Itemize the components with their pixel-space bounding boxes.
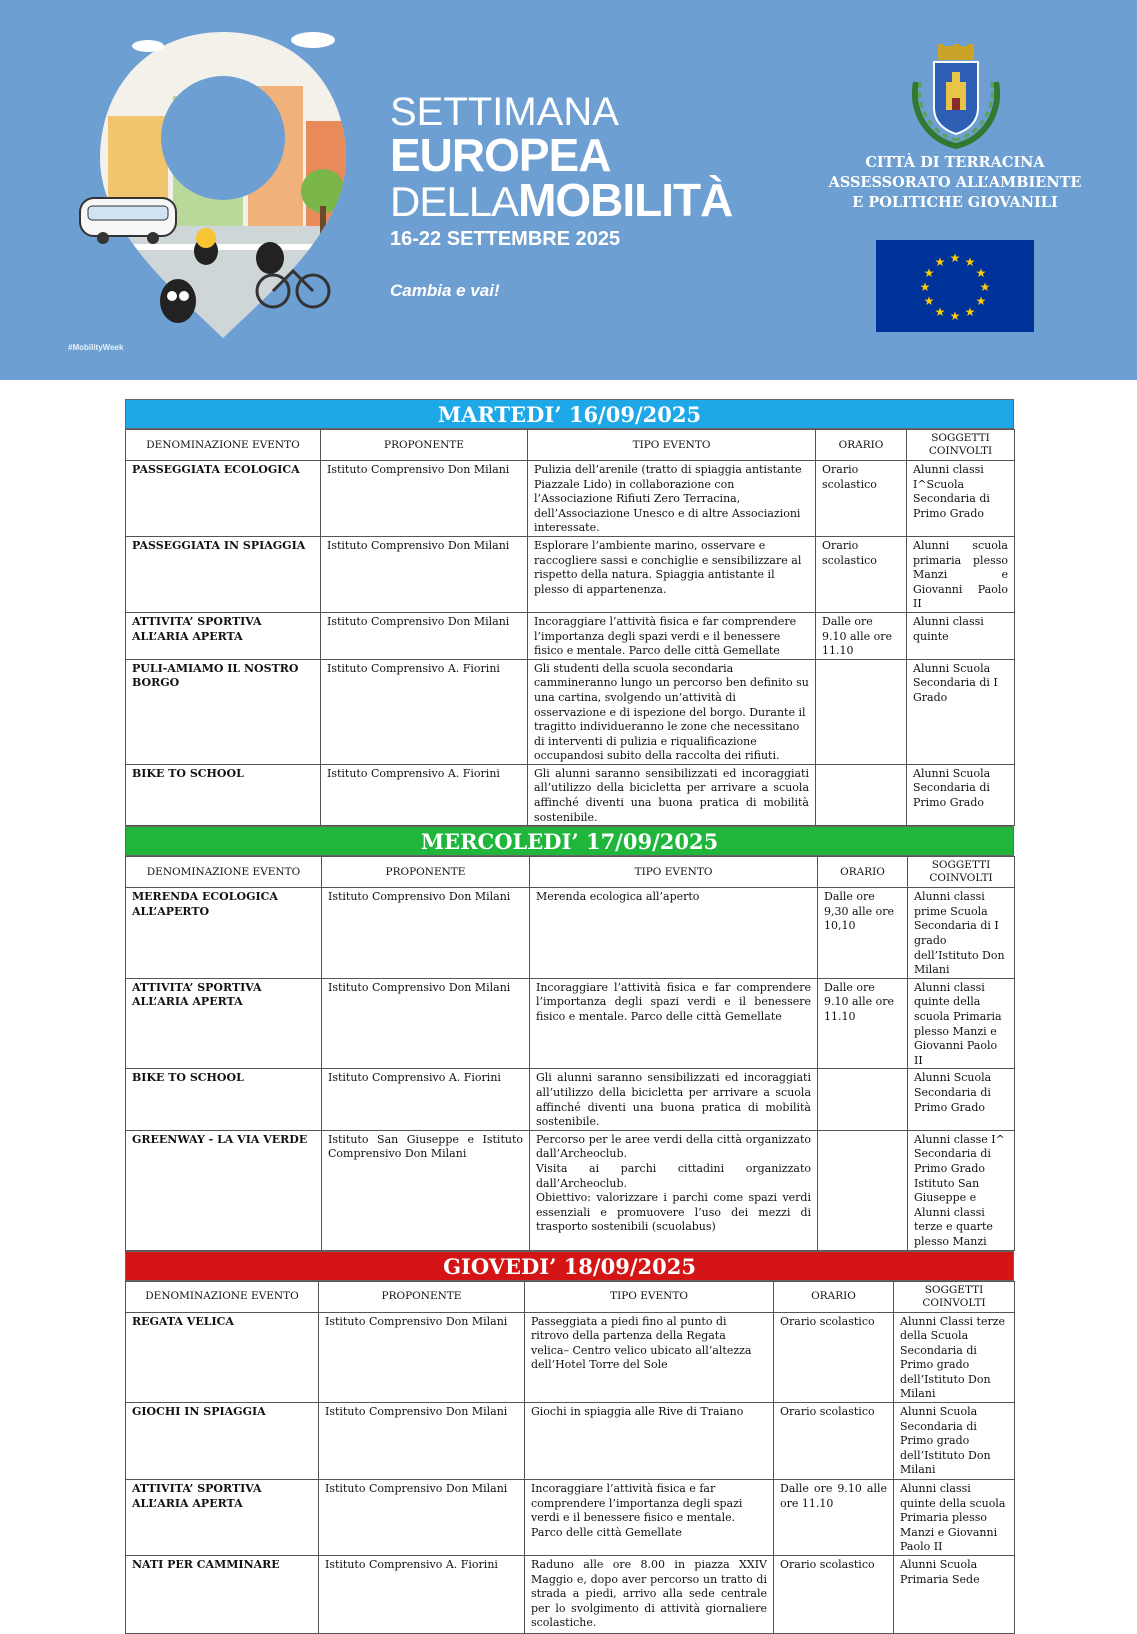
event-subjects: Alunni Scuola Secondaria di Primo Grado (908, 1069, 1015, 1130)
municipality-block (820, 153, 1090, 213)
event-proposer: Istituto Comprensivo A. Fiorini (322, 1069, 530, 1130)
title-line-3a: DELLA (390, 178, 518, 225)
event-type-line: Obiettivo: valorizzare i parchi come spazi verdi essenziali e promuovere l’uso dei mezzi di trasporto sostenibili (scuolabus) (536, 1191, 811, 1235)
table-row (126, 536, 1015, 612)
event-proposer: Istituto Comprensivo Don Milani (322, 888, 530, 979)
svg-text:★: ★ (935, 305, 946, 319)
event-subjects: Alunni classe I^ Secondaria di Primo Grado Istituto San Giuseppe e Alunni classi terze e quarte plesso Manzi (908, 1130, 1015, 1250)
col-header-subjects: SOGGETTI COINVOLTI (907, 430, 1015, 461)
event-type: Pulizia dell’arenile (tratto di spiaggia antistante Piazzale Lido) in collaborazione con l’Associazione Rifiuti Zero Terracina, dell’Associazione Unesco e di altre Associazioni interessate. (528, 461, 816, 537)
mobility-week-pin-illustration (78, 26, 368, 346)
svg-text:★: ★ (976, 266, 987, 280)
event-time: Orario scolastico (816, 461, 907, 537)
table-header-row (126, 857, 1015, 888)
table-row (126, 764, 1015, 825)
col-header-time: ORARIO (818, 857, 908, 888)
col-header-time: ORARIO (774, 1281, 894, 1312)
table-row (126, 1312, 1015, 1403)
event-time (818, 1069, 908, 1130)
svg-text:★: ★ (976, 294, 987, 308)
title-line-3b: MOBILITÀ (518, 174, 732, 226)
col-header-time: ORARIO (816, 430, 907, 461)
event-subjects: Alunni Scuola Secondaria di Primo grado dell’Istituto Don Milani (894, 1403, 1015, 1480)
svg-text:★: ★ (924, 266, 935, 280)
slogan: Cambia e vai! (390, 281, 732, 301)
event-name: MERENDA ECOLOGICA ALL’APERTO (126, 888, 322, 979)
event-name: ATTIVITA’ SPORTIVA ALL’ARIA APERTA (126, 612, 321, 659)
col-header-subjects: SOGGETTI COINVOLTI (894, 1281, 1015, 1312)
col-header-name: DENOMINAZIONE EVENTO (126, 430, 321, 461)
schedule-sheet (125, 399, 1014, 1634)
event-subjects: Alunni scuola primaria plesso Manzi e Giovanni Paolo II (907, 536, 1015, 612)
event-type-line: Percorso per le aree verdi della città organizzato dall’Archeoclub. (536, 1133, 811, 1162)
title-line-2: EUROPEA (390, 132, 732, 178)
event-proposer: Istituto Comprensivo A. Fiorini (321, 764, 528, 825)
event-subjects: Alunni classi quinte della scuola Primaria plesso Manzi e Giovanni Paolo II (894, 1480, 1015, 1556)
day-header-wednesday: MERCOLEDI’ 17/09/2025 (125, 826, 1014, 856)
event-subjects: Alunni classi prime Scuola Secondaria di I grado dell’Istituto Don Milani (908, 888, 1015, 979)
event-time (816, 764, 907, 825)
table-row (126, 978, 1015, 1069)
event-time: Dalle ore 9.10 alle ore 11.10 (816, 612, 907, 659)
table-header-row (126, 430, 1015, 461)
event-type: Incoraggiare l’attività fisica e far comprendere l’importanza degli spazi verdi e il benessere fisico e mentale. Parco delle città Gemellate (528, 612, 816, 659)
col-header-type: TIPO EVENTO (530, 857, 818, 888)
event-name: PASSEGGIATA ECOLOGICA (126, 461, 321, 537)
event-time (818, 1130, 908, 1250)
event-name: BIKE TO SCHOOL (126, 1069, 322, 1130)
event-name: ATTIVITA’ SPORTIVA ALL’ARIA APERTA (126, 1480, 319, 1556)
event-subjects: Alunni Scuola Primaria Sede (894, 1556, 1015, 1634)
event-name: GREENWAY - LA VIA VERDE (126, 1130, 322, 1250)
title-line-1: SETTIMANA (390, 92, 732, 132)
event-type-line: Visita ai parchi cittadini organizzato dall’Archeoclub. (536, 1162, 811, 1191)
svg-text:★: ★ (950, 309, 961, 323)
col-header-type: TIPO EVENTO (528, 430, 816, 461)
event-type: Incoraggiare l’attività fisica e far comprendere l’importanza degli spazi verdi e il benessere fisico e mentale. Parco delle città Gemellate (525, 1480, 774, 1556)
title-line-3 (390, 178, 732, 224)
col-header-name: DENOMINAZIONE EVENTO (126, 1281, 319, 1312)
event-time: Orario scolastico (774, 1403, 894, 1480)
table-row (126, 659, 1015, 764)
event-time: Dalle ore 9,30 alle ore 10,10 (818, 888, 908, 979)
city-line-2: ASSESSORATO ALL’AMBIENTE (820, 173, 1090, 193)
svg-text:★: ★ (935, 255, 946, 269)
event-name: PULI-AMIAMO IL NOSTRO BORGO (126, 659, 321, 764)
event-proposer: Istituto Comprensivo Don Milani (321, 536, 528, 612)
city-line-1: CITTÀ DI TERRACINA (820, 153, 1090, 173)
col-header-proposer: PROPONENTE (322, 857, 530, 888)
schedule-table-thursday (125, 1281, 1015, 1634)
event-time: Dalle ore 9.10 alle ore 11.10 (818, 978, 908, 1069)
svg-text:★: ★ (950, 251, 961, 265)
event-proposer: Istituto Comprensivo Don Milani (319, 1403, 525, 1480)
event-type: Passeggiata a piedi fino al punto di ritrovo della partenza della Regata velica– Centro velico ubicato all’altezza dell’Hotel Torre del Sole (525, 1312, 774, 1403)
event-type: Giochi in spiaggia alle Rive di Traiano (525, 1403, 774, 1480)
event-name: ATTIVITA’ SPORTIVA ALL’ARIA APERTA (126, 978, 322, 1069)
event-time: Orario scolastico (774, 1312, 894, 1403)
table-row (126, 1403, 1015, 1480)
day-header-tuesday: MARTEDI’ 16/09/2025 (125, 399, 1014, 429)
event-subjects: Alunni Scuola Secondaria di I Grado (907, 659, 1015, 764)
table-row (126, 461, 1015, 537)
eu-flag-icon (876, 240, 1034, 332)
event-subjects: Alunni classi quinte della scuola Primaria plesso Manzi e Giovanni Paolo II (908, 978, 1015, 1069)
event-proposer: Istituto Comprensivo Don Milani (321, 612, 528, 659)
city-line-3: E POLITICHE GIOVANILI (820, 193, 1090, 213)
event-title-block (390, 92, 732, 301)
event-proposer: Istituto Comprensivo Don Milani (319, 1480, 525, 1556)
event-subjects: Alunni Scuola Secondaria di Primo Grado (907, 764, 1015, 825)
schedule-table-wednesday (125, 856, 1015, 1250)
col-header-proposer: PROPONENTE (319, 1281, 525, 1312)
hashtag-label: #MobilityWeek (68, 343, 123, 352)
header-banner (0, 0, 1137, 380)
col-header-proposer: PROPONENTE (321, 430, 528, 461)
event-time: Dalle ore 9.10 alle ore 11.10 (774, 1480, 894, 1556)
event-proposer: Istituto Comprensivo A. Fiorini (319, 1556, 525, 1634)
event-type: Gli alunni saranno sensibilizzati ed incoraggiati all’utilizzo della bicicletta per arrivare a scuola affinché diventi una buona pratica di mobilità sostenibile. (530, 1069, 818, 1130)
event-type: Gli studenti della scuola secondaria cammineranno lungo un percorso ben definito su una cartina, svolgendo un’attività di osservazione e di ispezione del borgo. Durante il tragitto individueranno le zone che necessitano di interventi di pulizia e riqualificazione occupandosi subito della raccolta dei rifiuti. (528, 659, 816, 764)
event-time (816, 659, 907, 764)
event-name: REGATA VELICA (126, 1312, 319, 1403)
event-name: BIKE TO SCHOOL (126, 764, 321, 825)
svg-text:★: ★ (965, 305, 976, 319)
event-type: Merenda ecologica all’aperto (530, 888, 818, 979)
event-name: NATI PER CAMMINARE (126, 1556, 319, 1634)
event-type: Raduno alle ore 8.00 in piazza XXIV Maggio e, dopo aver percorso un tratto di strada a piedi, arrivo alla sede centrale per lo svolgimento di attività giornaliere scolastiche. (525, 1556, 774, 1634)
svg-text:★: ★ (920, 280, 931, 294)
table-row (126, 1069, 1015, 1130)
event-time: Orario scolastico (816, 536, 907, 612)
col-header-subjects: SOGGETTI COINVOLTI (908, 857, 1015, 888)
event-proposer: Istituto Comprensivo Don Milani (321, 461, 528, 537)
event-subjects: Alunni Classi terze della Scuola Secondaria di Primo grado dell’Istituto Don Milani (894, 1312, 1015, 1403)
event-proposer: Istituto Comprensivo Don Milani (319, 1312, 525, 1403)
svg-text:★: ★ (924, 294, 935, 308)
event-proposer: Istituto Comprensivo A. Fiorini (321, 659, 528, 764)
schedule-table-tuesday (125, 429, 1015, 826)
event-time: Orario scolastico (774, 1556, 894, 1634)
event-name: GIOCHI IN SPIAGGIA (126, 1403, 319, 1480)
event-subjects: Alunni classi quinte (907, 612, 1015, 659)
svg-text:★: ★ (980, 280, 991, 294)
table-row (126, 612, 1015, 659)
event-proposer: Istituto Comprensivo Don Milani (322, 978, 530, 1069)
event-subjects: Alunni classi I^Scuola Secondaria di Primo Grado (907, 461, 1015, 537)
table-row (126, 1130, 1015, 1250)
event-type: Gli alunni saranno sensibilizzati ed incoraggiati all’utilizzo della bicicletta per arrivare a scuola affinché diventi una buona pratica di mobilità sostenibile. (528, 764, 816, 825)
event-name: PASSEGGIATA IN SPIAGGIA (126, 536, 321, 612)
col-header-name: DENOMINAZIONE EVENTO (126, 857, 322, 888)
event-type (530, 1130, 818, 1250)
svg-text:★: ★ (965, 255, 976, 269)
table-row (126, 1480, 1015, 1556)
table-row (126, 1556, 1015, 1634)
event-dates: 16-22 SETTEMBRE 2025 (390, 228, 732, 251)
col-header-type: TIPO EVENTO (525, 1281, 774, 1312)
event-proposer: Istituto San Giuseppe e Istituto Comprensivo Don Milani (322, 1130, 530, 1250)
event-type: Esplorare l’ambiente marino, osservare e raccogliere sassi e conchiglie e sensibilizzare al rispetto della natura. Spiaggia antistante il plesso di appartenenza. (528, 536, 816, 612)
table-row (126, 888, 1015, 979)
terracina-crest-icon (908, 42, 1004, 152)
table-header-row (126, 1281, 1015, 1312)
event-type: Incoraggiare l’attività fisica e far comprendere l’importanza degli spazi verdi e il benessere fisico e mentale. Parco delle città Gemellate (530, 978, 818, 1069)
day-header-thursday: GIOVEDI’ 18/09/2025 (125, 1251, 1014, 1281)
